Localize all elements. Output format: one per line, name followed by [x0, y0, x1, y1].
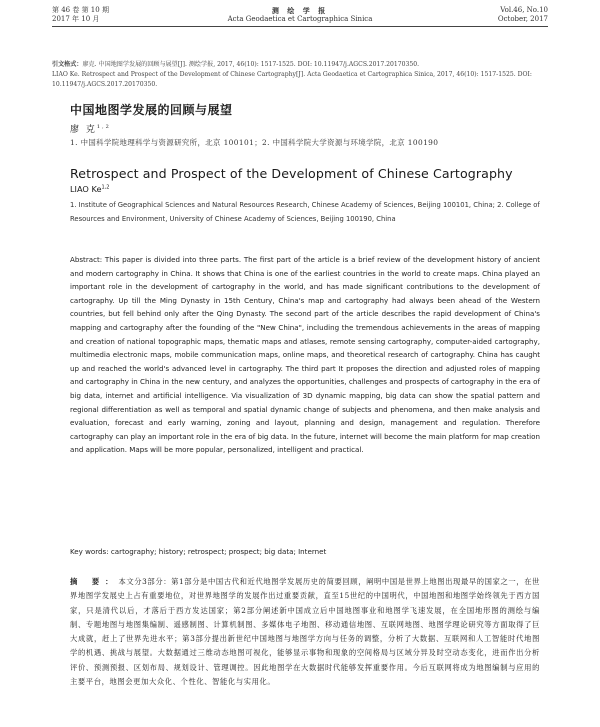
journal-name-cn: 测 绘 学 报 — [271, 6, 329, 15]
running-header — [52, 6, 548, 34]
abstract-body-cn: 本文分3部分：第1部分是中国古代和近代地图学发展历史的简要回顾，阐明中国是世界上地图出现最早的国家之一，在世界地图学发展史上占有重要地位，对世界地图学的发展作出过重要贡献，直至15世纪的中国明代，中国地图和地图学始终领先于西方国家，只是清代以后，才落后于西方发达国家；第2部分阐述新中国成立后中国地图事业和地图学飞速发展，在全国地形图的测绘与编制、专题地图与地图集编制、遥感制图、计算机制图、多媒体电子地图、移动通信地图、互联网地图、地图学理论研究等方面取得了巨大成就，赶上了世界先进水平；第3部分提出新世纪中国地图与地图学方向与任务的调整，分析了大数据、互联网和人工智能时代地图学的机遇、挑战与展望。大数据通过三维动态地图可视化，能够显示事物和现象的空间格局与区域分异及时空动态变化，进而作出分析评价、预测预报、区划布局、规划设计、管理调控。因此地图学在大数据时代能够发挥重要作用。今后互联网将成为地图编制与应用的主要平台，地图会更加大众化、个性化、智能化与实用化。 — [70, 577, 540, 687]
citation-en: LIAO Ke. Retrospect and Prospect of the Development of Chinese Cartography[J]. Acta Geodaetica et Cartographica Sinica, 2017, 46(10): 1517-1525. DOI: 10.11947/j.AGCS.2017.20170350. — [52, 71, 532, 88]
keywords-label: Key words: — [70, 547, 109, 556]
journal-name-en: Acta Geodaetica et Cartographica Sinica — [227, 15, 373, 23]
abstract-en — [70, 253, 540, 457]
citation-lead: 引文格式： — [52, 61, 83, 68]
author-name-en: LIAO Ke — [70, 184, 102, 194]
author-affil-mark-cn: 1,2 — [96, 124, 111, 130]
affiliation-en: 1. Institute of Geographical Sciences and Natural Resources Research, Chinese Academy of Sciences, Beijing 100101, China; 2. College of Resources and Environment, University of Chinese Academy of Sciences, Beijing 100190, China — [70, 201, 540, 223]
keywords-body: cartography; history; retrospect; prospect; big data; Internet — [110, 547, 327, 556]
abstract-label: Abstract: — [70, 255, 103, 264]
author-en — [70, 184, 109, 194]
paper-title-cn: 中国地图学发展的回顾与展望 — [70, 103, 233, 117]
volume-issue-en: Vol.46, No.10 — [500, 6, 548, 14]
author-name-cn: 廖 克 — [70, 125, 97, 135]
volume-issue-cn: 第 46 卷 第 10 期 — [52, 6, 109, 14]
abstract-cn — [70, 575, 540, 689]
issue-info-en — [498, 6, 548, 24]
paper-title-en: Retrospect and Prospect of the Development of Chinese Cartography — [70, 166, 513, 181]
date-en: October, 2017 — [497, 15, 548, 23]
author-affil-mark-en: 1,2 — [101, 184, 110, 191]
header-rule — [52, 26, 548, 27]
affiliation-cn: 1. 中国科学院地理科学与资源研究所，北京 100101；2. 中国科学院大学资源与环境学院，北京 100190 — [70, 138, 439, 147]
abstract-label-cn: 摘 要： — [70, 577, 119, 586]
keywords-en — [70, 547, 540, 556]
citation-cn: 廖克. 中国地图学发展的回顾与展望[J]. 测绘学报, 2017, 46(10): 1517-1525. DOI: 10.11947/j.AGCS.2017.20170350. — [82, 61, 420, 68]
author-cn — [70, 122, 111, 135]
journal-name — [52, 6, 548, 24]
abstract-body: This paper is divided into three parts. The first part of the article is a brief review of the development history of ancient and modern cartography in China. It shows that China is one of the earliest countries in the world to create maps. China played an important role in the development of cartography in the world, and has made significant contributions to the development of cartography. Up till the Ming Dynasty in 15th Century, China's map and cartography had always been ahead of the Western countries, but fell behind only after the Qing Dynasty. The second part of the article describes the rapid development of China's mapping and cartography after the founding of the "New China", including the tremendous achievements in the areas of mapping and creation of national topographic maps, thematic maps and atlases, remote sensing cartography, computer-aided cartography, multimedia electronic maps, mobile communication maps, online maps, and theoretical research of cartography. China has caught up and reached the world's advanced level in cartography. The third part It proposes the direction and adjusted roles of mapping and cartography in China in the new century, and analyzes the opportunities, challenges and prospects of cartography in the era of big data, internet and artificial intelligence. Via visualization of 3D dynamic mapping, big data can show the spatial pattern and regional differentiation as well as temporal and spatial dynamic change of subjects and phenomena, and then make analysis and evaluation, forecast and early warning, zoning and layout, planning and design, management and regulation. Therefore cartography can play an important role in the era of big data. In the future, internet will become the main platform for map creation and application. Maps will be more popular, personalized, intelligent and practical. — [70, 255, 540, 455]
date-cn: 2017 年 10 月 — [52, 15, 100, 23]
citation-format — [52, 60, 548, 90]
